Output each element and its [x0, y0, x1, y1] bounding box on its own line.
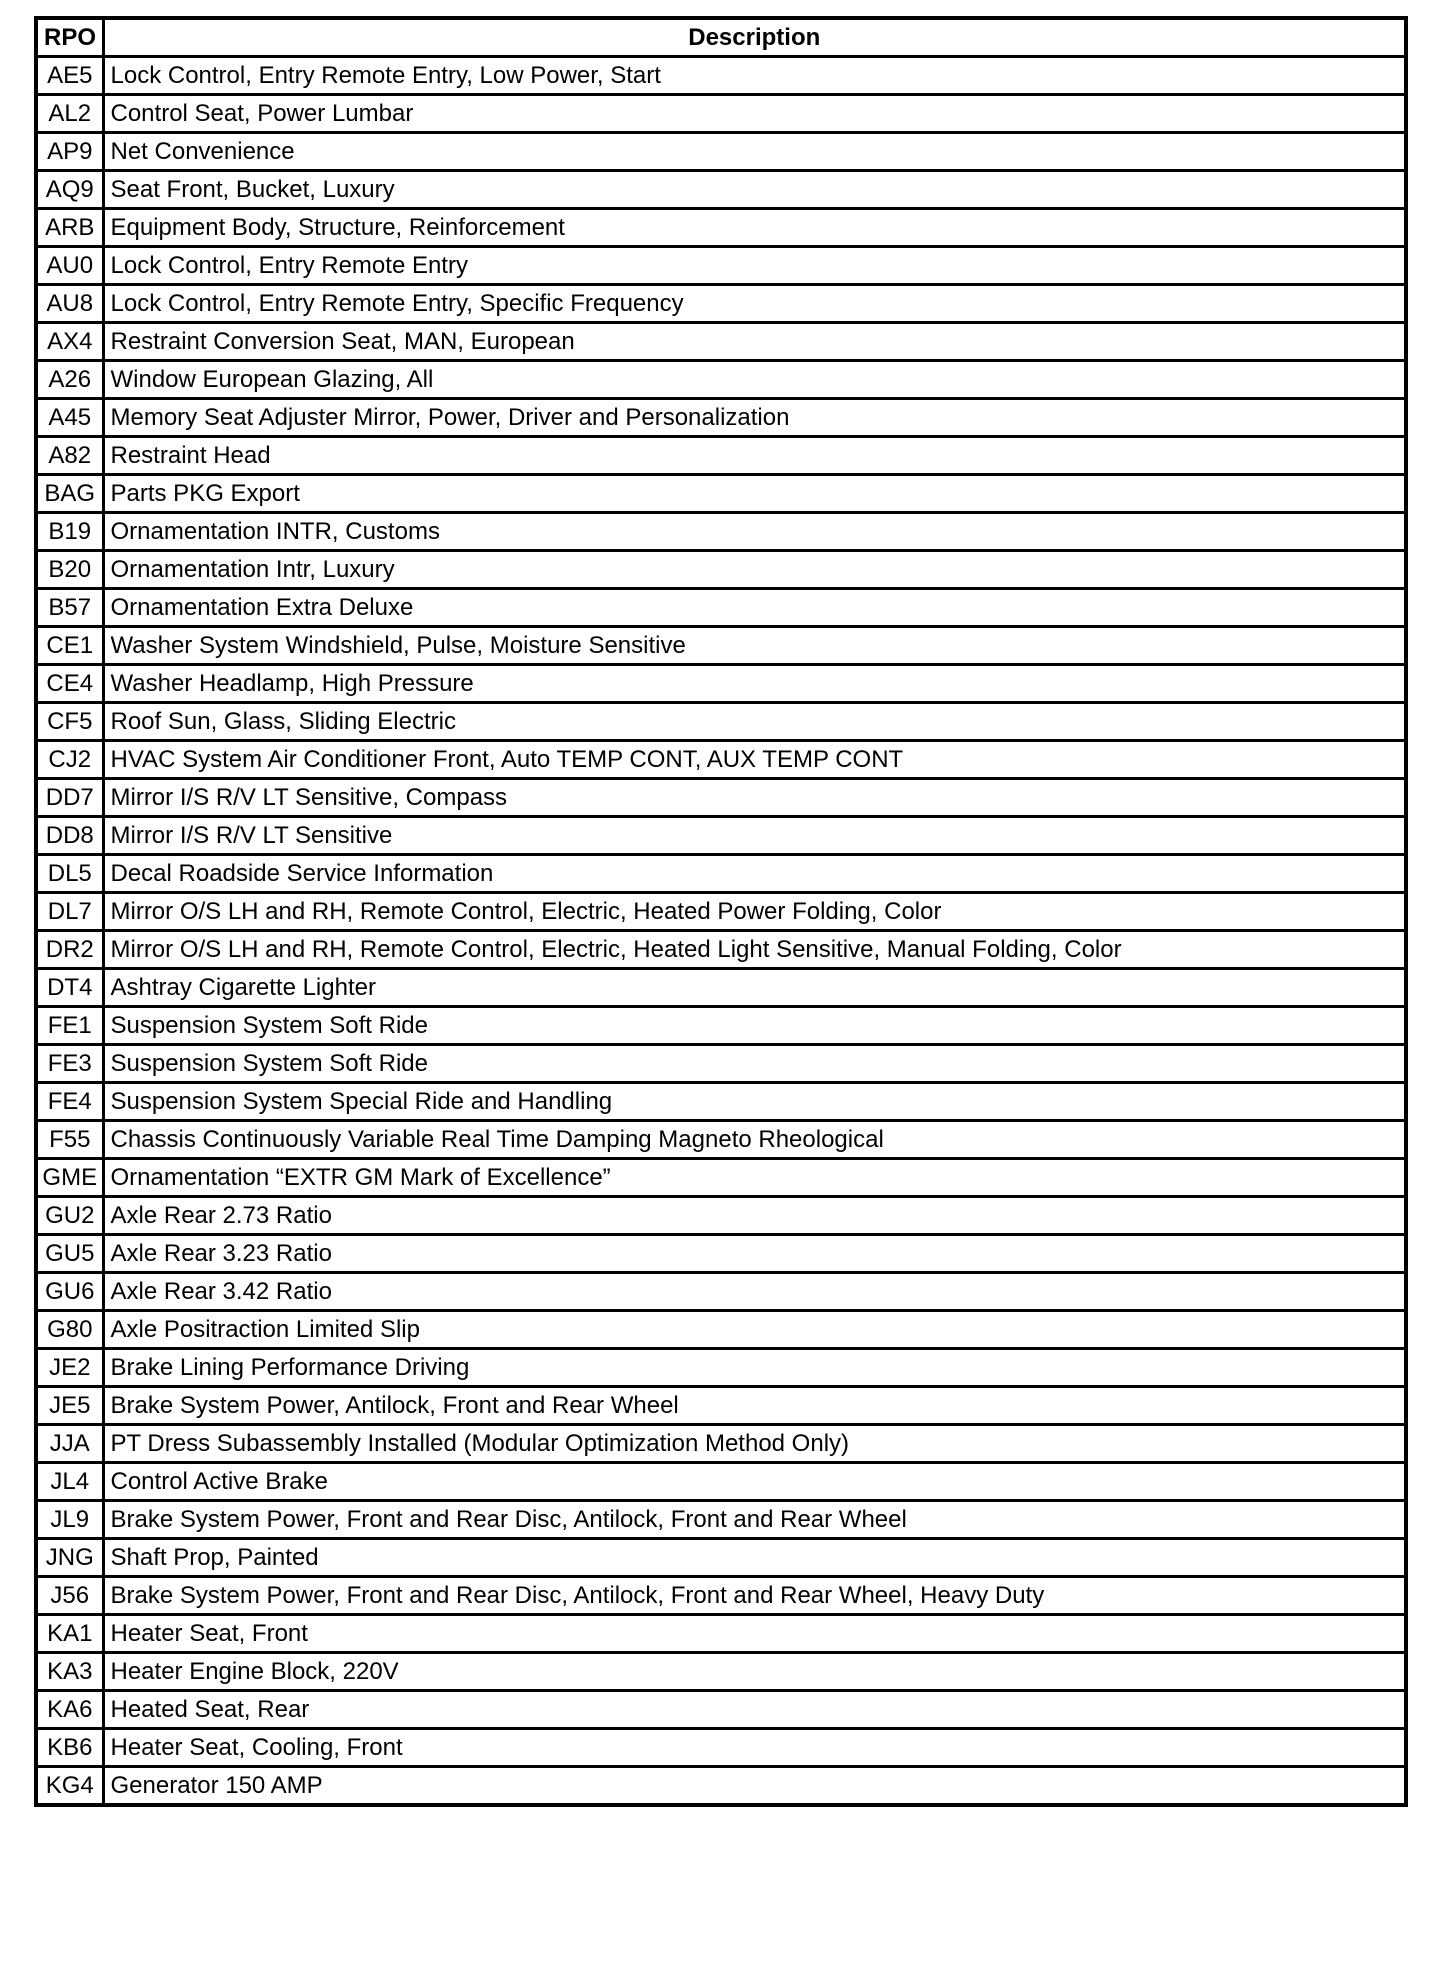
description-cell: Ornamentation “EXTR GM Mark of Excellence”	[103, 1159, 1406, 1197]
rpo-code-cell: JL9	[36, 1501, 103, 1539]
description-cell: Ornamentation INTR, Customs	[103, 513, 1406, 551]
rpo-code-cell: FE3	[36, 1045, 103, 1083]
table-row	[36, 1273, 1406, 1311]
table-row	[36, 171, 1406, 209]
description-cell: Parts PKG Export	[103, 475, 1406, 513]
rpo-code-cell: ARB	[36, 209, 103, 247]
rpo-code-cell: AQ9	[36, 171, 103, 209]
description-cell: Heated Seat, Rear	[103, 1691, 1406, 1729]
table-row	[36, 741, 1406, 779]
description-cell: Brake System Power, Front and Rear Disc, Antilock, Front and Rear Wheel, Heavy Duty	[103, 1577, 1406, 1615]
table-row	[36, 1311, 1406, 1349]
table-row	[36, 931, 1406, 969]
header-row	[36, 18, 1406, 57]
table-row	[36, 285, 1406, 323]
description-cell: Lock Control, Entry Remote Entry, Low Power, Start	[103, 57, 1406, 95]
table-row	[36, 399, 1406, 437]
description-cell: Memory Seat Adjuster Mirror, Power, Driver and Personalization	[103, 399, 1406, 437]
description-cell: Chassis Continuously Variable Real Time Damping Magneto Rheological	[103, 1121, 1406, 1159]
description-cell: Suspension System Special Ride and Handling	[103, 1083, 1406, 1121]
rpo-code-cell: JL4	[36, 1463, 103, 1501]
table-row	[36, 703, 1406, 741]
rpo-code-cell: GU2	[36, 1197, 103, 1235]
rpo-code-cell: CE1	[36, 627, 103, 665]
table-row	[36, 361, 1406, 399]
rpo-code-cell: CE4	[36, 665, 103, 703]
description-cell: Brake System Power, Antilock, Front and Rear Wheel	[103, 1387, 1406, 1425]
rpo-code-cell: B19	[36, 513, 103, 551]
table-row	[36, 893, 1406, 931]
description-cell: Brake System Power, Front and Rear Disc, Antilock, Front and Rear Wheel	[103, 1501, 1406, 1539]
rpo-code-cell: KA6	[36, 1691, 103, 1729]
rpo-code-cell: JNG	[36, 1539, 103, 1577]
rpo-code-cell: AE5	[36, 57, 103, 95]
description-cell: Mirror I/S R/V LT Sensitive, Compass	[103, 779, 1406, 817]
rpo-code-cell: BAG	[36, 475, 103, 513]
header-rpo: RPO	[36, 18, 103, 57]
rpo-code-cell: AU0	[36, 247, 103, 285]
rpo-code-cell: AU8	[36, 285, 103, 323]
table-row	[36, 95, 1406, 133]
rpo-code-cell: CJ2	[36, 741, 103, 779]
rpo-code-cell: DD7	[36, 779, 103, 817]
table-row	[36, 551, 1406, 589]
description-cell: Axle Rear 2.73 Ratio	[103, 1197, 1406, 1235]
rpo-code-cell: F55	[36, 1121, 103, 1159]
table-row	[36, 779, 1406, 817]
table-row	[36, 589, 1406, 627]
description-cell: Roof Sun, Glass, Sliding Electric	[103, 703, 1406, 741]
description-cell: Shaft Prop, Painted	[103, 1539, 1406, 1577]
rpo-code-cell: FE4	[36, 1083, 103, 1121]
description-cell: Generator 150 AMP	[103, 1767, 1406, 1806]
rpo-code-cell: A82	[36, 437, 103, 475]
description-cell: Window European Glazing, All	[103, 361, 1406, 399]
rpo-code-cell: DL7	[36, 893, 103, 931]
table-row	[36, 817, 1406, 855]
table-row	[36, 323, 1406, 361]
table-body	[36, 57, 1406, 1806]
table-row	[36, 1045, 1406, 1083]
rpo-code-cell: J56	[36, 1577, 103, 1615]
description-cell: Seat Front, Bucket, Luxury	[103, 171, 1406, 209]
rpo-code-cell: KB6	[36, 1729, 103, 1767]
description-cell: HVAC System Air Conditioner Front, Auto TEMP CONT, AUX TEMP CONT	[103, 741, 1406, 779]
description-cell: Washer Headlamp, High Pressure	[103, 665, 1406, 703]
rpo-code-cell: GU5	[36, 1235, 103, 1273]
rpo-code-cell: GU6	[36, 1273, 103, 1311]
table-row	[36, 1577, 1406, 1615]
description-cell: Lock Control, Entry Remote Entry, Specific Frequency	[103, 285, 1406, 323]
rpo-code-cell: FE1	[36, 1007, 103, 1045]
table-row	[36, 57, 1406, 95]
description-cell: Ornamentation Intr, Luxury	[103, 551, 1406, 589]
table-row	[36, 627, 1406, 665]
description-cell: Heater Seat, Cooling, Front	[103, 1729, 1406, 1767]
table-row	[36, 1387, 1406, 1425]
table-row	[36, 1615, 1406, 1653]
header-description: Description	[103, 18, 1406, 57]
table-row	[36, 1083, 1406, 1121]
description-cell: Ornamentation Extra Deluxe	[103, 589, 1406, 627]
description-cell: Axle Rear 3.42 Ratio	[103, 1273, 1406, 1311]
table-row	[36, 1349, 1406, 1387]
description-cell: Axle Rear 3.23 Ratio	[103, 1235, 1406, 1273]
description-cell: Equipment Body, Structure, Reinforcement	[103, 209, 1406, 247]
rpo-code-cell: B57	[36, 589, 103, 627]
table-row	[36, 1235, 1406, 1273]
rpo-code-cell: DT4	[36, 969, 103, 1007]
rpo-code-cell: B20	[36, 551, 103, 589]
table-row	[36, 1539, 1406, 1577]
description-cell: Heater Seat, Front	[103, 1615, 1406, 1653]
description-cell: Restraint Conversion Seat, MAN, European	[103, 323, 1406, 361]
table-row	[36, 437, 1406, 475]
description-cell: Suspension System Soft Ride	[103, 1007, 1406, 1045]
table-row	[36, 969, 1406, 1007]
description-cell: Control Seat, Power Lumbar	[103, 95, 1406, 133]
table-row	[36, 133, 1406, 171]
rpo-code-cell: JE5	[36, 1387, 103, 1425]
description-cell: Restraint Head	[103, 437, 1406, 475]
table-row	[36, 1121, 1406, 1159]
rpo-code-cell: A45	[36, 399, 103, 437]
table-row	[36, 1729, 1406, 1767]
rpo-code-cell: JE2	[36, 1349, 103, 1387]
table-row	[36, 1767, 1406, 1806]
table-row	[36, 1653, 1406, 1691]
description-cell: Washer System Windshield, Pulse, Moisture Sensitive	[103, 627, 1406, 665]
rpo-code-cell: JJA	[36, 1425, 103, 1463]
description-cell: Net Convenience	[103, 133, 1406, 171]
rpo-code-cell: G80	[36, 1311, 103, 1349]
rpo-code-cell: KG4	[36, 1767, 103, 1806]
table-row	[36, 665, 1406, 703]
table-row	[36, 475, 1406, 513]
rpo-table	[34, 16, 1408, 1807]
table-row	[36, 513, 1406, 551]
rpo-code-cell: GME	[36, 1159, 103, 1197]
rpo-code-cell: KA1	[36, 1615, 103, 1653]
description-cell: Ashtray Cigarette Lighter	[103, 969, 1406, 1007]
description-cell: Lock Control, Entry Remote Entry	[103, 247, 1406, 285]
description-cell: Mirror O/S LH and RH, Remote Control, Electric, Heated Power Folding, Color	[103, 893, 1406, 931]
table-row	[36, 1159, 1406, 1197]
rpo-code-cell: KA3	[36, 1653, 103, 1691]
rpo-code-cell: CF5	[36, 703, 103, 741]
table-row	[36, 1425, 1406, 1463]
rpo-code-cell: DL5	[36, 855, 103, 893]
rpo-code-cell: AX4	[36, 323, 103, 361]
description-cell: Axle Positraction Limited Slip	[103, 1311, 1406, 1349]
description-cell: Mirror I/S R/V LT Sensitive	[103, 817, 1406, 855]
rpo-code-cell: AP9	[36, 133, 103, 171]
rpo-code-cell: DD8	[36, 817, 103, 855]
table-row	[36, 209, 1406, 247]
description-cell: Suspension System Soft Ride	[103, 1045, 1406, 1083]
rpo-code-cell: AL2	[36, 95, 103, 133]
table-row	[36, 1501, 1406, 1539]
description-cell: Decal Roadside Service Information	[103, 855, 1406, 893]
table-row	[36, 1691, 1406, 1729]
description-cell: Control Active Brake	[103, 1463, 1406, 1501]
table-row	[36, 1463, 1406, 1501]
table-row	[36, 855, 1406, 893]
description-cell: Brake Lining Performance Driving	[103, 1349, 1406, 1387]
table-row	[36, 1197, 1406, 1235]
description-cell: PT Dress Subassembly Installed (Modular Optimization Method Only)	[103, 1425, 1406, 1463]
table-row	[36, 1007, 1406, 1045]
description-cell: Heater Engine Block, 220V	[103, 1653, 1406, 1691]
description-cell: Mirror O/S LH and RH, Remote Control, Electric, Heated Light Sensitive, Manual Folding, Color	[103, 931, 1406, 969]
rpo-code-cell: A26	[36, 361, 103, 399]
table-row	[36, 247, 1406, 285]
rpo-code-cell: DR2	[36, 931, 103, 969]
